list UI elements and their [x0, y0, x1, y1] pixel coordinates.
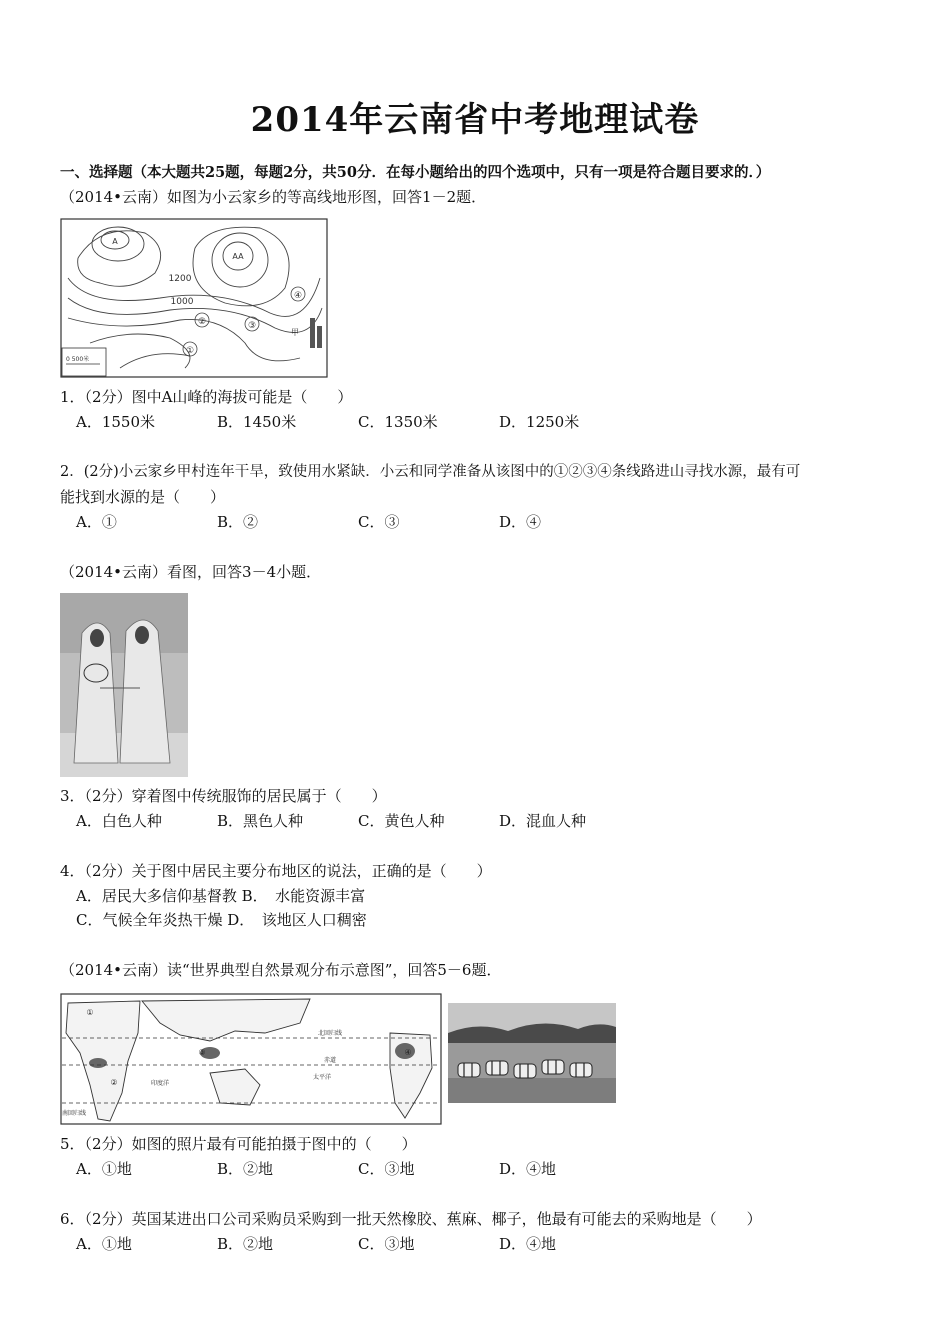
- contour-label-1000: 1000: [170, 297, 194, 307]
- scale-bar: [62, 348, 106, 376]
- question-3-text: 3．（2分）穿着图中传统服饰的居民属于（ ）: [60, 787, 387, 805]
- q5-option-b[interactable]: B．②地: [217, 1160, 274, 1178]
- q5-option-d[interactable]: D．④地: [499, 1160, 557, 1178]
- map-marker-4: ④: [404, 1048, 412, 1057]
- route-marker-2: ②: [197, 317, 207, 327]
- question-5-text: 5．（2分）如图的照片最有可能拍摄于图中的（ ）: [60, 1135, 417, 1153]
- route-marker-3: ③: [247, 321, 257, 331]
- map-marker-1: ①: [86, 1008, 94, 1017]
- q1-option-a[interactable]: A．1550米: [76, 413, 156, 431]
- map-marker-2: ②: [110, 1078, 118, 1087]
- q1-option-c[interactable]: C．1350米: [358, 413, 438, 431]
- q3-option-a[interactable]: A．白色人种: [76, 812, 162, 830]
- q6-option-b[interactable]: B．②地: [217, 1235, 274, 1253]
- q6-option-d[interactable]: D．④地: [499, 1235, 557, 1253]
- indian-ocean-label: 印度洋: [150, 1080, 170, 1087]
- intro-q5-6: （2014•云南）读“世界典型自然景观分布示意图”，回答5－6题．: [60, 961, 502, 979]
- section-header: 一、选择题（本大题共25题，每题2分，共50分．在每小题给出的四个选项中，只有一项是符合题目要求的．）: [60, 164, 771, 181]
- traditional-dress-photo: [60, 593, 188, 777]
- question-2-text-line1: 2．(2分)小云家乡甲村连年干旱，致使用水紧缺．小云和同学准备从该图中的①②③④条线路进山寻找水源，最有可: [60, 464, 801, 480]
- peak-a-label: A: [112, 237, 118, 246]
- q5-option-c[interactable]: C．③地: [358, 1160, 415, 1178]
- q2-option-b[interactable]: B．②: [217, 513, 259, 531]
- contour-label-1200: 1200: [168, 274, 192, 284]
- equator-label: 赤道: [323, 1057, 337, 1064]
- peak-aa-label: AA: [232, 252, 244, 261]
- q5-option-a[interactable]: A．①地: [76, 1160, 132, 1178]
- svg-text:0 500米: 0 500米: [66, 356, 90, 363]
- route-marker-4: ④: [293, 291, 303, 301]
- page-title: 2014年云南省中考地理试卷: [250, 100, 700, 140]
- intro-q3-4: （2014•云南）看图，回答3－4小题．: [60, 563, 322, 581]
- question-2-text-line2: 能找到水源的是（ ）: [60, 488, 226, 506]
- world-landscape-map: [60, 993, 442, 1125]
- pacific-ocean-label: 太平洋: [312, 1074, 332, 1081]
- map-marker-3: ③: [198, 1048, 206, 1057]
- q3-option-c[interactable]: C．黄色人种: [358, 812, 445, 830]
- q6-option-a[interactable]: A．①地: [76, 1235, 132, 1253]
- tropic-of-capricorn-label: 南回归线: [61, 1110, 87, 1117]
- question-4-text: 4．（2分）关于图中居民主要分布地区的说法，正确的是（ ）: [60, 862, 492, 880]
- route-marker-1: ①: [185, 346, 195, 356]
- q4-options-ab[interactable]: A．居民大多信仰基督教 B． 水能资源丰富: [76, 887, 366, 905]
- tropic-of-cancer-label: 北回归线: [317, 1030, 343, 1037]
- question-6-text: 6．（2分）英国某进出口公司采购员采购到一批天然橡胶、蕉麻、椰子，他最有可能去的采购地是（ ）: [60, 1210, 762, 1228]
- q2-option-c[interactable]: C．③: [358, 513, 400, 531]
- question-1-text: 1．（2分）图中A山峰的海拔可能是（ ）: [60, 388, 353, 406]
- contour-map-figure: [60, 218, 328, 378]
- q3-option-d[interactable]: D．混血人种: [499, 812, 587, 830]
- q1-option-b[interactable]: B．1450米: [217, 413, 297, 431]
- q2-option-a[interactable]: A．①: [76, 513, 117, 531]
- q6-option-c[interactable]: C．③地: [358, 1235, 415, 1253]
- savanna-zebra-photo: [448, 1003, 616, 1103]
- village-label: 甲: [291, 328, 299, 337]
- intro-q1-2: （2014•云南）如图为小云家乡的等高线地形图，回答1－2题．: [60, 188, 487, 206]
- q1-option-d[interactable]: D．1250米: [499, 413, 580, 431]
- q2-option-d[interactable]: D．④: [499, 513, 542, 531]
- q4-options-cd[interactable]: C．气候全年炎热干燥 D． 该地区人口稠密: [76, 911, 367, 929]
- q3-option-b[interactable]: B．黑色人种: [217, 812, 304, 830]
